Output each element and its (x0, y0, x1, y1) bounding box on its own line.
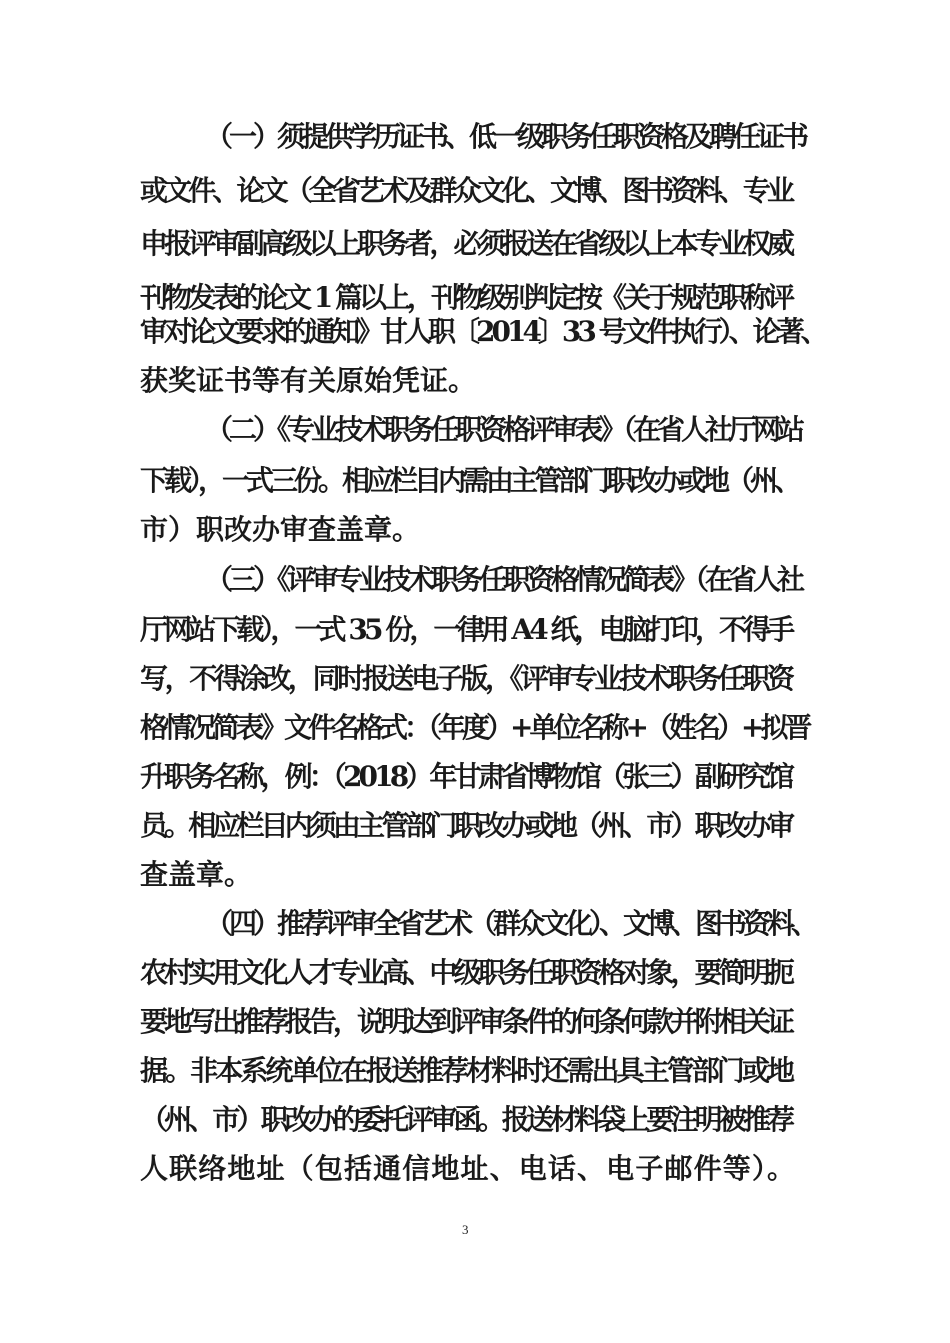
paragraph-4-line-3: 要地写出推荐报告，说明达到评审条件的何条何款并附相关证 (140, 1005, 792, 1038)
paragraph-1-line-2: 或文件、论文（全省艺术及群众文化、文博、图书资料、专业 (140, 174, 792, 207)
paragraph-4-line-4: 据。非本系统单位在报送推荐材料时还需出具主管部门或地 (140, 1054, 793, 1087)
paragraph-3-line-1: （三）《评审专业技术职务任职资格情况简表》（在省人社 (205, 563, 802, 596)
paragraph-3-line-5: 升职务名称，例：（2018）年甘肃省博物馆（张三）副研究馆 (140, 760, 792, 793)
paragraph-2-line-3: 市）职改办审查盖章。 (140, 513, 421, 546)
paragraph-4-line-5: （州、市）职改办的委托评审函。报送材料袋上要注明被推荐 (140, 1103, 792, 1136)
paragraph-1-line-4: 刊物发表的论文 1 篇以上，刊物级别判定按《关于规范职称评 (140, 281, 791, 314)
paragraph-3-line-7: 查盖章。 (140, 858, 253, 891)
paragraph-2-line-2: 下载），一式三份。相应栏目内需由主管部门职改办或地（州、 (140, 464, 799, 497)
paragraph-4-line-2: 农村实用文化人才专业高、中级职务任职资格对象，要简明扼 (140, 956, 792, 989)
paragraph-3-line-3: 写，不得涂改，同时报送电子版，《评审专业技术职务任职资 (140, 662, 792, 695)
paragraph-4-line-1: （四）推荐评审全省艺术（群众文化）、文博、图书资料、 (205, 907, 816, 940)
paragraph-3-line-2: 厅网站下载），一式 35 份，一律用 A4 纸，电脑打印，不得手 (140, 613, 792, 646)
paragraph-1-line-6: 获奖证书等有关原始凭证。 (140, 364, 477, 397)
page-number: 3 (462, 1222, 469, 1237)
paragraph-3-line-4: 格情况简表》文件名格式：（年度）+单位名称+（姓名）+拟晋 (140, 711, 809, 744)
paragraph-1-line-5: 审对论文要求的通知》甘人职〔2014〕33 号文件执行）、论著、 (140, 315, 825, 348)
paragraph-1-line-3: 申报评审副高级以上职务者，必须报送在省级以上本专业权威 (140, 227, 792, 260)
paragraph-2-line-1: （二）《专业技术职务任职资格评审表》（在省人社厅网站 (205, 413, 802, 446)
paragraph-3-line-6: 员。相应栏目内须由主管部门职改办或地（州、市）职改办审 (140, 809, 792, 842)
paragraph-4-line-6: 人联络地址（包括通信地址、电话、电子邮件等）。 (140, 1152, 797, 1185)
paragraph-1-line-1: （一）须提供学历证书、低一级职务任职资格及聘任证书 (205, 120, 806, 153)
